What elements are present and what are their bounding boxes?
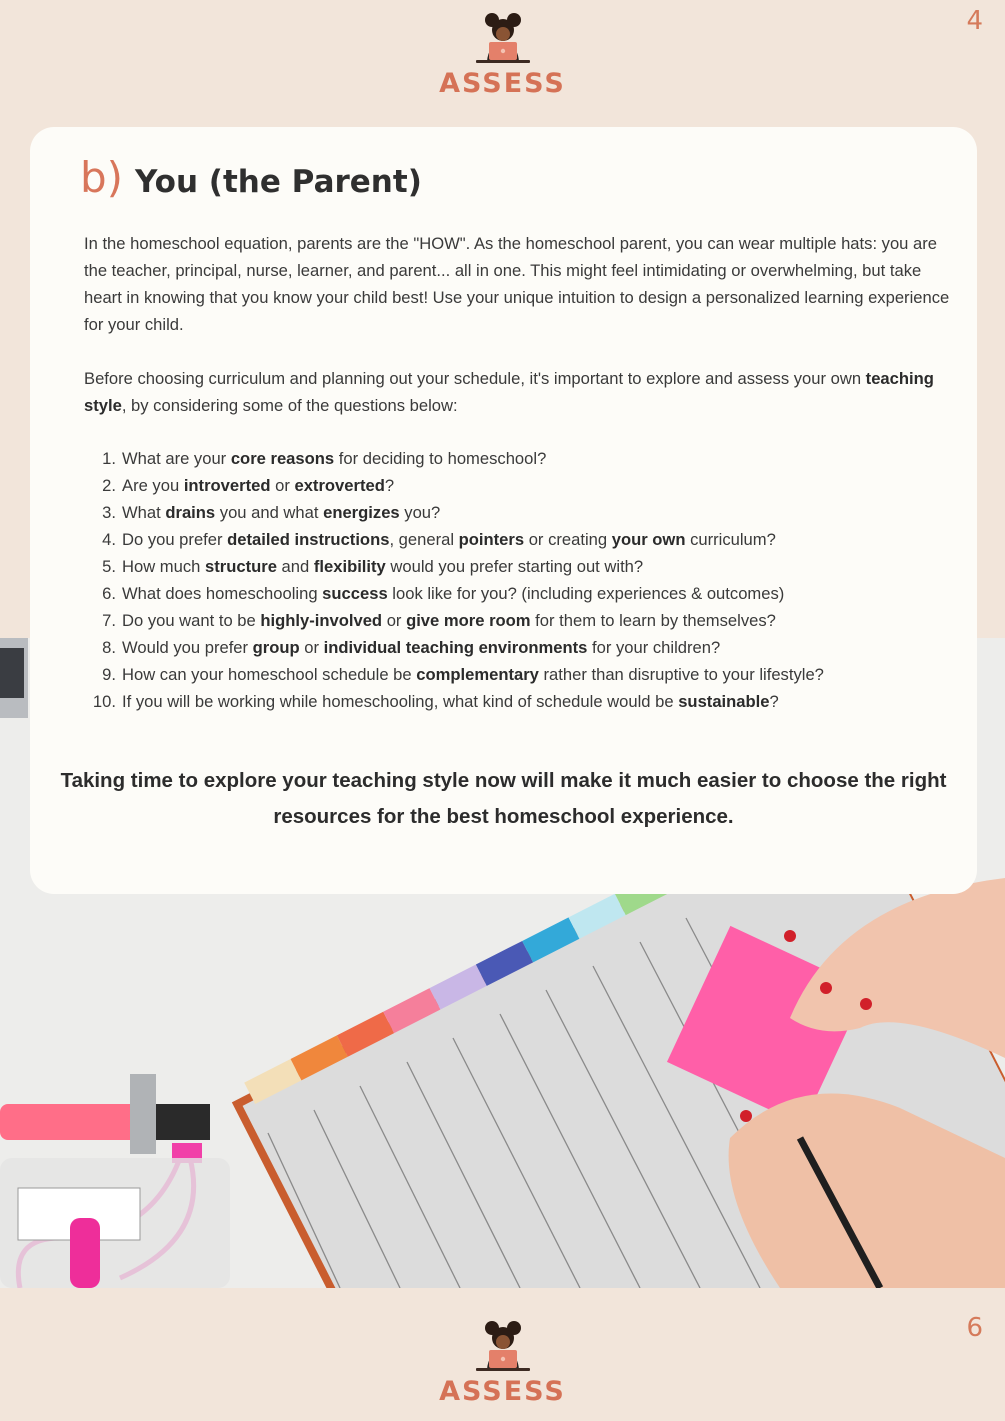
question-item — [102, 499, 824, 526]
section-heading — [80, 153, 422, 202]
question-item — [102, 580, 824, 607]
question-text: would you prefer starting out with? — [385, 557, 644, 576]
question-text: or — [299, 638, 324, 657]
question-text: for deciding to homeschool? — [334, 449, 547, 468]
logo-text-bottom: ASSESS — [439, 1376, 566, 1407]
question-emphasis: detailed instructions — [227, 530, 390, 549]
question-emphasis: extroverted — [294, 476, 385, 495]
question-text: How much — [122, 557, 205, 576]
logo-top — [0, 10, 1005, 99]
question-text: Are you — [122, 476, 184, 495]
girl-laptop-icon — [468, 1318, 538, 1374]
section-letter: b) — [80, 153, 124, 202]
question-item — [102, 634, 824, 661]
question-emphasis: flexibility — [313, 557, 386, 576]
page-number-bottom: 6 — [966, 1313, 983, 1343]
logo-text-top: ASSESS — [439, 68, 566, 99]
question-number: 7. — [102, 611, 116, 630]
question-emphasis: structure — [205, 557, 277, 576]
closing-statement: Taking time to explore your teaching style now will make it much easier to choose the right resources for the best homeschool experience. — [60, 769, 947, 828]
text-span: , by considering some of the questions below: — [121, 396, 458, 415]
question-text: ? — [769, 692, 779, 711]
question-item — [102, 553, 824, 580]
question-number: 2. — [102, 476, 116, 495]
question-number: 5. — [102, 557, 116, 576]
question-emphasis: energizes — [323, 503, 400, 522]
question-number: 3. — [102, 503, 116, 522]
question-text: or creating — [524, 530, 612, 549]
question-text: curriculum? — [685, 530, 776, 549]
question-emphasis: give more room — [406, 611, 531, 630]
question-number: 10. — [92, 692, 116, 711]
question-emphasis: highly-involved — [260, 611, 383, 630]
question-emphasis: sustainable — [678, 692, 770, 711]
question-text: or — [382, 611, 407, 630]
question-text: for them to learn by themselves? — [530, 611, 776, 630]
question-text: What are your — [122, 449, 231, 468]
question-emphasis: individual teaching environments — [323, 638, 588, 657]
question-number: 6. — [102, 584, 116, 603]
question-text: ? — [384, 476, 395, 495]
question-number: 8. — [102, 638, 116, 657]
question-text: , general — [389, 530, 459, 549]
question-number: 1. — [102, 449, 116, 468]
questions-list — [92, 445, 824, 715]
girl-laptop-icon — [468, 10, 538, 66]
question-text: Would you prefer — [122, 638, 253, 657]
question-item — [102, 472, 824, 499]
question-text: look like for you? (including experiences & outcomes) — [387, 584, 785, 603]
question-emphasis: pointers — [458, 530, 525, 549]
content-card — [30, 127, 977, 894]
section-title: You (the Parent) — [135, 164, 422, 200]
bold-span: teaching style — [84, 369, 934, 415]
question-text: or — [270, 476, 295, 495]
question-text: What does homeschooling — [122, 584, 323, 603]
question-item — [102, 661, 824, 688]
question-emphasis: core reasons — [230, 449, 335, 468]
question-emphasis: group — [252, 638, 300, 657]
question-text: for your children? — [587, 638, 721, 657]
question-emphasis: success — [322, 584, 388, 603]
question-emphasis: your own — [611, 530, 686, 549]
question-item — [92, 688, 824, 715]
question-text: How can your homeschool schedule be — [122, 665, 417, 684]
logo-bottom — [0, 1318, 1005, 1407]
question-text: you and what — [215, 503, 324, 522]
question-text: Do you prefer — [122, 530, 228, 549]
question-text: you? — [399, 503, 441, 522]
question-text: What — [122, 503, 166, 522]
page-number-top: 4 — [966, 6, 983, 36]
question-item — [102, 526, 824, 553]
question-text: rather than disruptive to your lifestyle? — [538, 665, 824, 684]
question-item — [102, 445, 824, 472]
question-number: 4. — [102, 530, 116, 549]
question-text: If you will be working while homeschooling, what kind of schedule would be — [122, 692, 679, 711]
intro-paragraph: In the homeschool equation, parents are the "HOW". As the homeschool parent, you can wear multiple hats: you are the teacher, principal, nurse, learner, and parent... all in one. This might feel intimidating or overwhelming, but take heart in knowing that you know your child best! Use your unique intuition to design a personalized learning experience for your child. — [84, 234, 950, 334]
question-number: 9. — [102, 665, 116, 684]
question-text: and — [276, 557, 314, 576]
question-emphasis: complementary — [416, 665, 539, 684]
question-emphasis: introverted — [183, 476, 271, 495]
question-emphasis: drains — [165, 503, 216, 522]
question-item — [102, 607, 824, 634]
text-span: Before choosing curriculum and planning out your schedule, it's important to explore and assess your own — [84, 369, 866, 388]
assess-paragraph — [84, 365, 954, 419]
question-text: Do you want to be — [122, 611, 261, 630]
